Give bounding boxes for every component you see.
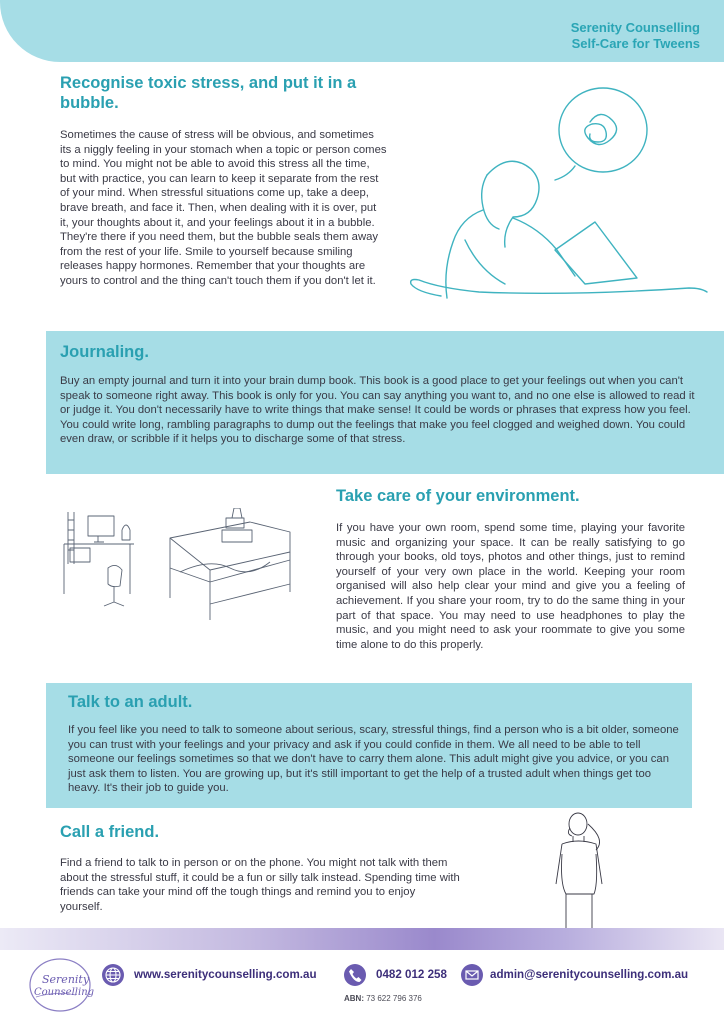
stress-section-title: Recognise toxic stress, and put it in a bubble. [60, 74, 357, 112]
journaling-title: Journaling. [60, 343, 149, 361]
email-link[interactable]: admin@serenitycounselling.com.au [490, 968, 689, 981]
abn [344, 994, 422, 1003]
footer-gradient-bar [0, 928, 724, 950]
abn-label: ABN: [344, 994, 364, 1003]
phone-number-link[interactable]: 0482 012 258 [376, 968, 447, 981]
friend-title: Call a friend. [60, 823, 160, 841]
globe-icon [102, 964, 124, 986]
person-on-phone-illustration [540, 810, 620, 935]
logo-text-counselling: Counselling [34, 987, 95, 998]
abn-number: 73 622 796 376 [366, 994, 422, 1003]
environment-title: Take care of your environment. [336, 487, 580, 505]
mail-icon [461, 964, 483, 986]
adult-body: If you feel like you need to talk to someone about serious, scary, stressful things, find a person who is a bit older, someone you can trust with your feelings and your privacy and ask if you could confide in them. We all need to be able to tell someone our feelings sometimes so that we don't have to carry them alone. This adult might give you advice, or you can just ask them to listen. You are growing up, but it's still important to get the help of a trusted adult when things get too heavy. It's their job to guide you. [68, 724, 679, 795]
adult-section [46, 683, 692, 808]
person-thinking-illustration [405, 80, 715, 320]
header-title [571, 20, 700, 52]
serenity-logo [22, 957, 102, 1013]
logo-text-serenity: Serenity [42, 973, 90, 986]
friend-body: Find a friend to talk to in person or on the phone. You might not talk with them about the stressful stuff, it could be a fun or silly talk instead. Spending time with friends can take your mind off the tough things and remind you to enjoy yourself. [60, 857, 460, 913]
phone-icon [344, 964, 366, 986]
journaling-section [46, 331, 724, 474]
journaling-body: Buy an empty journal and turn it into your brain dump book. This book is a good place to get your feelings out when you can't speak to someone right away. This book is only for you. You can say anything you want to, and no one else is allowed to read it or judge it. You don't necessarily have to write things that make sense! It could be words or phrases that express how you feel. You could write long, rambling paragraphs to dump out the feelings that make you feel clogged and weighed down. You could even draw, or scribble if it helps you to discharge some of that stress. [60, 375, 695, 446]
header-org: Serenity Counselling [570, 20, 700, 35]
footer [0, 950, 724, 1024]
environment-body: If you have your own room, spend some time, playing your favorite music and organizing your space. It can be really satisfying to go through your books, old toys, photos and other things, just to remind yourself of your very own place in the world. Keeping your room organised will also help clear your mind and give you a feeling of achievement. If you share your room, try to do the same thing in your part of that space. You may need to use headphones to play the music, and you might need to ask your roommate to give you some time alone to do this properly. [336, 522, 685, 651]
adult-title: Talk to an adult. [68, 693, 193, 711]
header-subtitle: Self-Care for Tweens [571, 36, 700, 51]
website-link[interactable]: www.serenitycounselling.com.au [134, 968, 317, 981]
bedroom-illustration [60, 508, 320, 628]
stress-section-body: Sometimes the cause of stress will be obvious, and sometimes its a niggly feeling in your stomach when a topic or person comes to mind. You might not be able to avoid this stress all the time, but with practice, you can learn to keep it separate from the rest of your mind. When stressful situations come up, take a deep, brave breath, and face it. Then, when dealing with it is over, put it, your thoughts about it, and your feelings about it in a bubble. They're there if you need them, but the bubble seals them away from the rest of your life. Smile to yourself because smiling releases happy hormones. Remember that your thoughts are yours to control and the thing can't touch them if you don't let it. [60, 129, 387, 287]
